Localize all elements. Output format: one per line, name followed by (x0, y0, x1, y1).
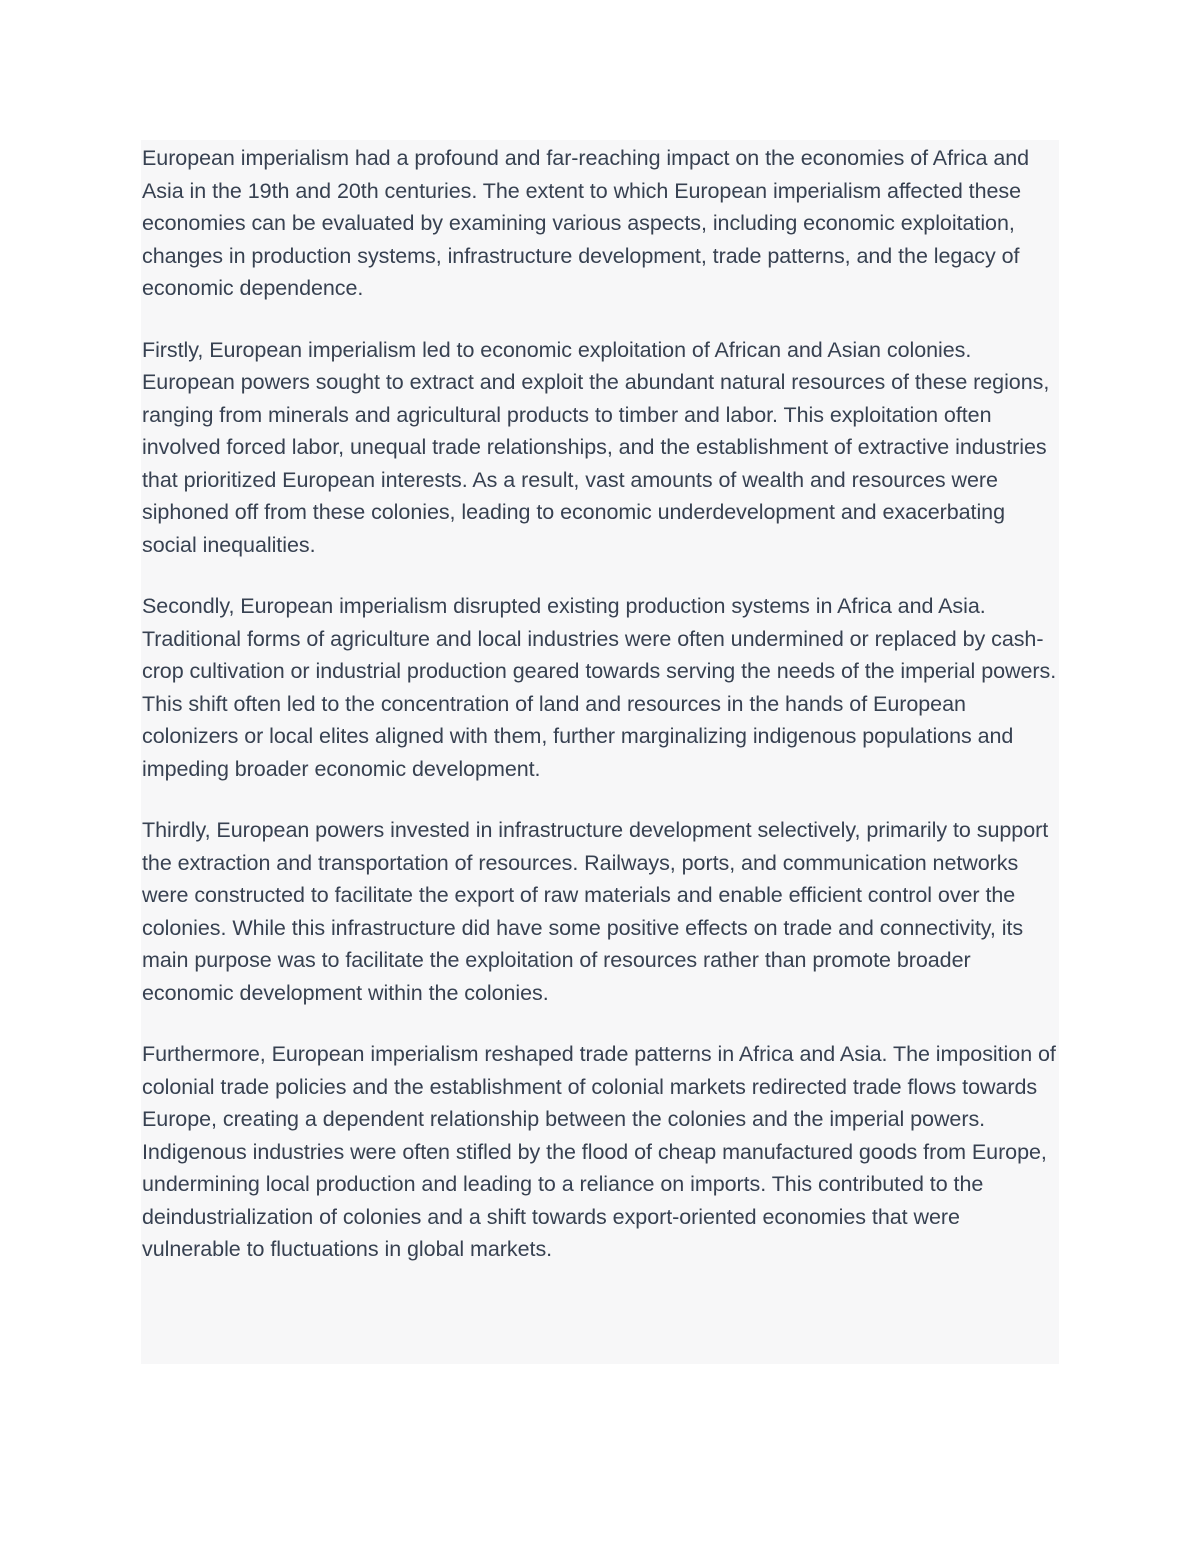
paragraph-infrastructure: Thirdly, European powers invested in infrastructure development selectively, primarily to support the extraction and transportation of resources. Railways, ports, and communication networks were constructed to facilitate the export of raw materials and enable efficient control over the colonies. While this infrastructure did have some positive effects on trade and connectivity, its main purpose was to facilitate the exploitation of resources rather than promote broader economic development within the colonies. (142, 818, 1049, 1005)
paragraph-economic-exploitation: Firstly, European imperialism led to economic exploitation of African and Asian colonies. European powers sought to extract and exploit the abundant natural resources of these regions, ranging from minerals and agricultural products to timber and labor. This exploitation often involved forced labor, unequal trade relationships, and the establishment of extractive industries that prioritized European interests. As a result, vast amounts of wealth and resources were siphoned off from these colonies, leading to economic underdevelopment and exacerbating social inequalities. (142, 337, 1050, 557)
paragraph-introduction: European imperialism had a profound and far-reaching impact on the economies of Africa and Asia in the 19th and 20th centuries. The extent to which European imperialism affected these economies can be evaluated by examining various aspects, including economic exploitation, changes in production systems, infrastructure development, trade patterns, and the legacy of economic dependence. (142, 146, 1030, 300)
paragraph-trade-patterns: Furthermore, European imperialism reshaped trade patterns in Africa and Asia. The imposition of colonial trade policies and the establishment of colonial markets redirected trade flows towards Europe, creating a dependent relationship between the colonies and the imperial powers. Indigenous industries were often stifled by the flood of cheap manufactured goods from Europe, undermining local production and leading to a reliance on imports. This contributed to the deindustrialization of colonies and a shift towards export-oriented economies that were vulnerable to fluctuations in global markets. (142, 1042, 1056, 1261)
essay-text-block (141, 140, 1059, 1364)
paragraph-production-systems: Secondly, European imperialism disrupted existing production systems in Africa and Asia. Traditional forms of agriculture and local industries were often undermined or replaced by cash-crop cultivation or industrial production geared towards serving the needs of the imperial powers. This shift often led to the concentration of land and resources in the hands of European colonizers or local elites aligned with them, further marginalizing indigenous populations and impeding broader economic development. (142, 594, 1057, 781)
